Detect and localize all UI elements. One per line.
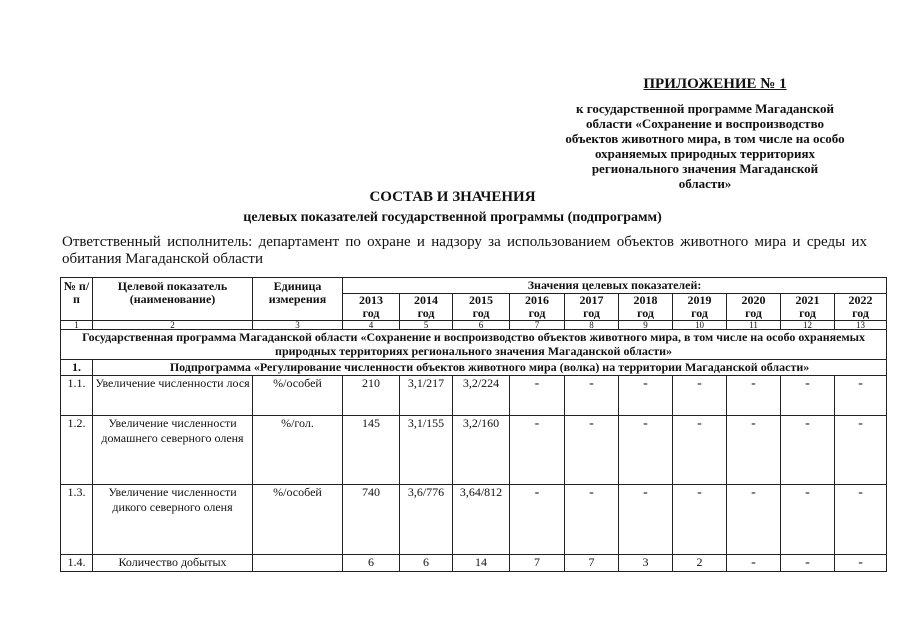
column-number: 5 [400,321,453,330]
year-value: 2019 [687,293,712,307]
row-value: - [565,376,619,416]
year-header [619,294,673,321]
row-value: - [781,485,835,555]
year-suffix: год [472,306,490,320]
row-value: - [727,416,781,485]
row-value: 3,2/224 [453,376,510,416]
year-suffix: год [745,306,762,320]
appendix-heading: ПРИЛОЖЕНИЕ № 1 [643,76,787,92]
row-value: 6 [343,555,400,572]
year-suffix: год [852,306,869,320]
row-value: 7 [510,555,565,572]
appendix-line: регионального значения Магаданской [591,161,819,176]
column-number: 4 [343,321,400,330]
header-row [61,278,887,294]
row-value: - [619,416,673,485]
row-value: - [510,416,565,485]
year-value: 2014 [414,293,438,307]
row-indicator: Увеличение численности лося [93,376,253,416]
row-value: - [781,416,835,485]
year-header [835,294,887,321]
year-suffix: год [691,306,708,320]
col-header-num: № п/п [61,278,93,321]
responsible-executor: Ответственный исполнитель: департамент по охране и надзору за использованием объектов животного мира и среды их обитания Магаданской области [62,234,867,267]
row-value: - [835,416,887,485]
row-unit: %/гол. [253,416,343,485]
row-value: - [727,555,781,572]
appendix-block [520,76,890,191]
col-header-values: Значения целевых показателей: [343,278,887,294]
row-value: - [835,376,887,416]
row-num: 1.1. [61,376,93,416]
year-header [343,294,400,321]
year-header [453,294,510,321]
year-suffix: год [528,306,546,320]
row-num: 1.4. [61,555,93,572]
row-indicator: Увеличение численности дикого северного оленя [93,485,253,555]
year-header [565,294,619,321]
appendix-line: области» [678,176,732,191]
year-value: 2013 [359,293,383,307]
row-value: 14 [453,555,510,572]
row-unit: %/особей [253,376,343,416]
subprogram-row [61,360,887,376]
column-number: 1 [61,321,93,330]
row-value: 3,2/160 [453,416,510,485]
col-header-indicator: Целевой показатель (наименование) [93,278,253,321]
appendix-lines [520,101,890,191]
table-header [61,278,887,376]
year-header [400,294,453,321]
row-value: 210 [343,376,400,416]
year-value: 2015 [469,293,493,307]
year-suffix: год [583,306,600,320]
column-number: 3 [253,321,343,330]
year-suffix: год [637,306,654,320]
year-header [673,294,727,321]
appendix-line: объектов животного мира, в том числе на особо [565,131,845,146]
row-value: - [727,376,781,416]
year-header [510,294,565,321]
row-num: 1.3. [61,485,93,555]
program-banner: Государственная программа Магаданской области «Сохранение и воспроизводство объектов животного мира, в том числе на особо охраняемых природных территориях регионального значения Магаданской области» [61,330,887,360]
row-value: - [619,376,673,416]
year-suffix: год [799,306,816,320]
subprogram-title: Подпрограмма «Регулирование численности объектов животного мира (волка) на территории Магаданской области» [93,360,887,376]
year-value: 2021 [795,293,820,307]
row-indicator: Количество добытых [93,555,253,572]
column-number: 11 [727,321,781,330]
row-indicator: Увеличение численности домашнего северного оленя [93,416,253,485]
table-row [61,485,887,555]
year-value: 2022 [848,293,873,307]
row-value: - [835,555,887,572]
row-value: 6 [400,555,453,572]
row-unit: %/особей [253,485,343,555]
row-num: 1.2. [61,416,93,485]
row-value: 145 [343,416,400,485]
row-value: 3,1/217 [400,376,453,416]
row-value: 2 [673,555,727,572]
row-value: - [510,485,565,555]
table-row [61,376,887,416]
row-value: 3 [619,555,673,572]
row-value: - [673,416,727,485]
appendix-line: к государственной программе Магаданской [576,101,834,116]
column-number: 13 [835,321,887,330]
row-value: 3,64/812 [453,485,510,555]
row-value: - [565,416,619,485]
column-number: 2 [93,321,253,330]
indicators-table [60,277,887,572]
row-value: 740 [343,485,400,555]
column-number: 7 [510,321,565,330]
year-suffix: год [417,306,435,320]
appendix-line: охраняемых природных территориях [594,146,816,161]
row-value: 7 [565,555,619,572]
row-value: - [835,485,887,555]
column-number: 6 [453,321,510,330]
row-value: - [565,485,619,555]
row-unit [253,555,343,572]
column-number: 9 [619,321,673,330]
year-value: 2018 [633,293,658,307]
column-number-row [61,321,887,330]
table-row [61,416,887,485]
row-value: - [510,376,565,416]
year-header [781,294,835,321]
year-header [727,294,781,321]
year-suffix: год [362,306,380,320]
column-number: 8 [565,321,619,330]
row-value: - [619,485,673,555]
year-value: 2020 [741,293,766,307]
row-value: - [727,485,781,555]
table-body [61,376,887,572]
column-number: 10 [673,321,727,330]
subprogram-num: 1. [61,360,93,376]
document-title: СОСТАВ И ЗНАЧЕНИЯ [369,189,536,205]
appendix-line: области «Сохранение и воспроизводство [585,116,825,131]
table-row [61,555,887,572]
row-value: - [673,376,727,416]
year-value: 2017 [579,293,604,307]
row-value: - [781,376,835,416]
row-value: - [673,485,727,555]
row-value: - [781,555,835,572]
document-subtitle: целевых показателей государственной программы (подпрограмм) [243,210,662,225]
col-header-unit: Единица измерения [253,278,343,321]
column-number: 12 [781,321,835,330]
program-banner-row [61,330,887,360]
row-value: 3,6/776 [400,485,453,555]
row-value: 3,1/155 [400,416,453,485]
year-value: 2016 [525,293,549,307]
